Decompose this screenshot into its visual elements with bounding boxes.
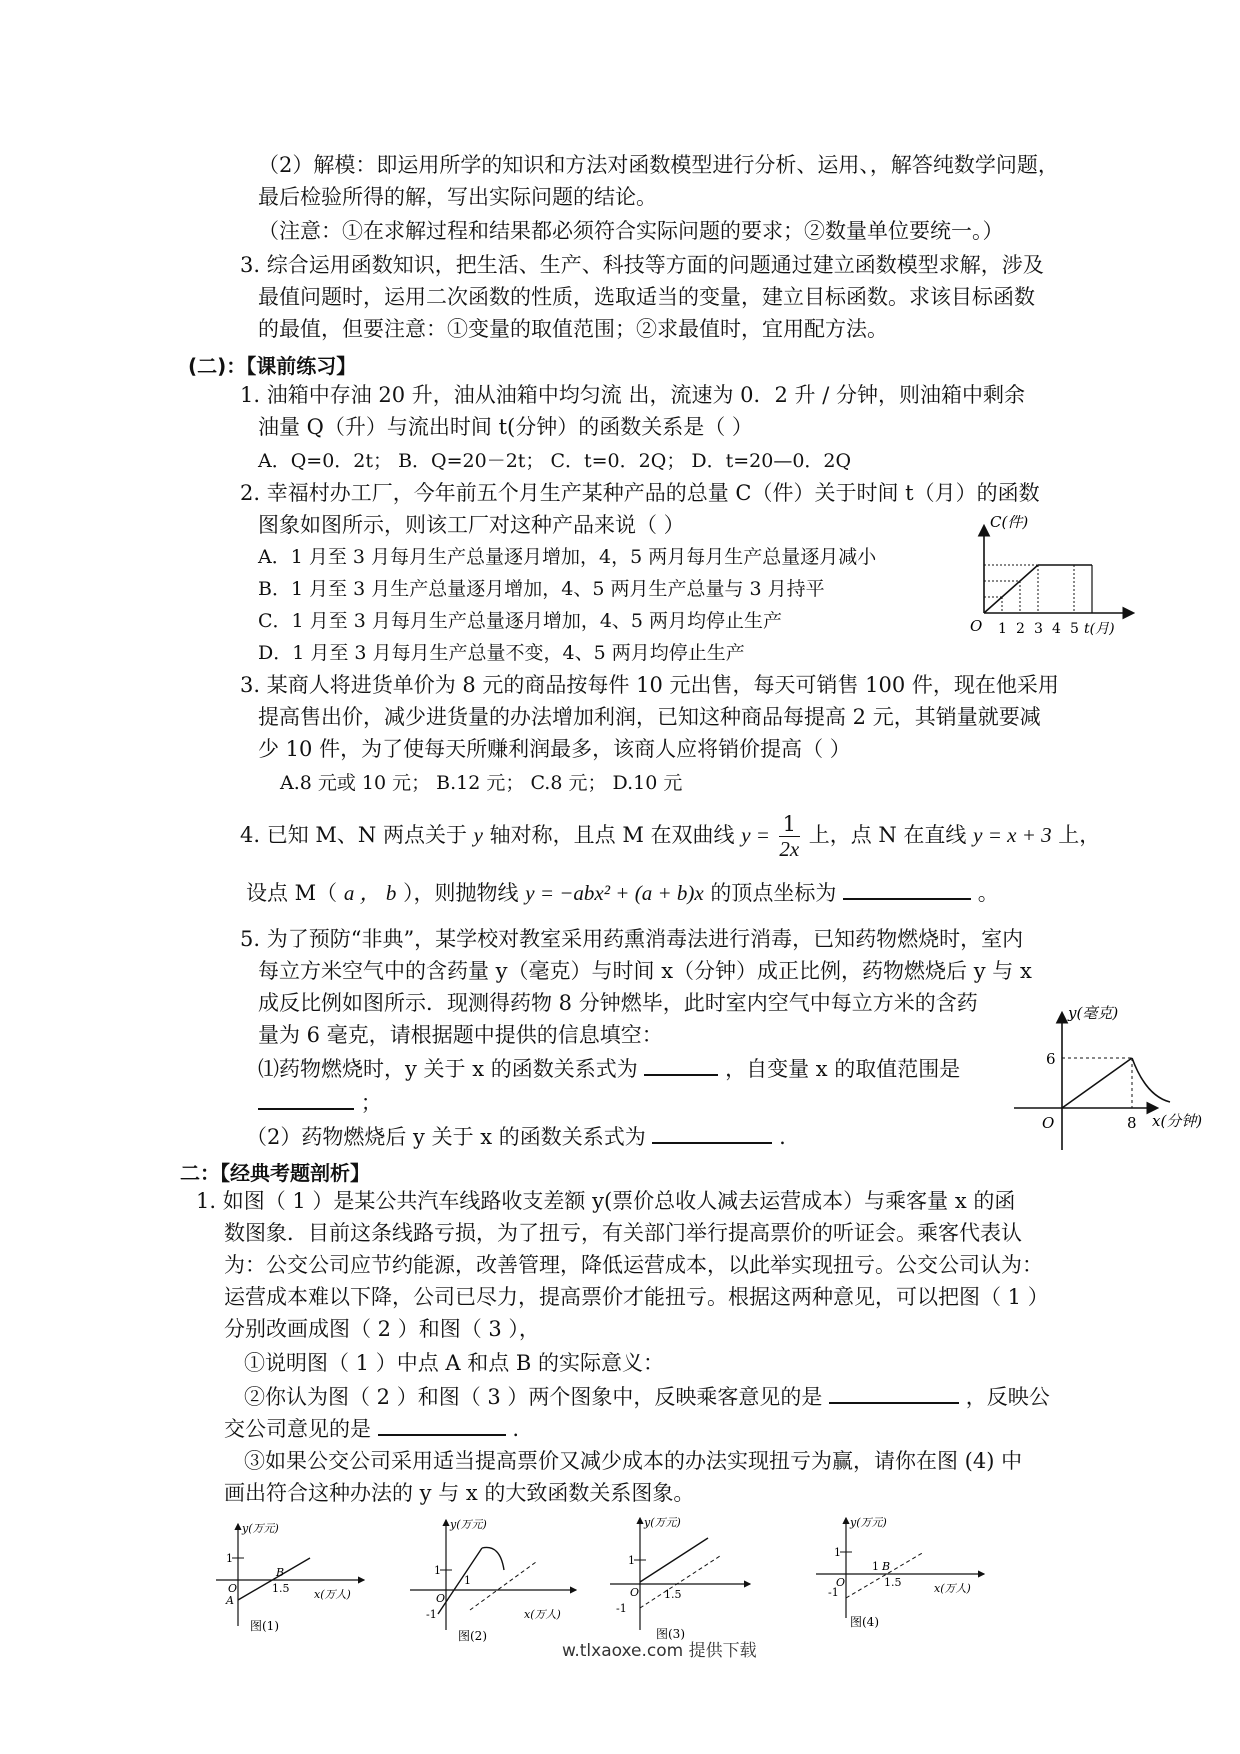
q5-text-7e: . — [779, 1125, 786, 1149]
q5-line1: 5. 为了预防“非典”，某学校对教室采用药熏消毒法进行消毒，已知药物燃烧时，室内 — [240, 927, 1024, 951]
q4-fraction-denominator: 2x — [779, 837, 800, 861]
q4-answer-blank[interactable] — [843, 876, 971, 900]
q1-line2: 油量 Q（升）与流出时间 t(分钟）的函数关系是（ ） — [258, 415, 753, 439]
q4-line1 — [240, 812, 1100, 861]
e1-line7 — [244, 1380, 1050, 1412]
figure-4 — [814, 1512, 992, 1632]
e1-line2: 数图象．目前这条线路亏损，为了扭亏，有关部门举行提高票价的听证会。乘客代表认 — [224, 1221, 1022, 1245]
q3-line3: 少 10 件，为了使每天所赚利润最多，该商人应将销价提高（ ） — [258, 737, 851, 761]
q2-graph-tick: 4 — [1052, 621, 1061, 637]
q5-graph-xunit: x(分钟) — [1152, 1112, 1203, 1130]
q5-graph-ylabel: y(毫克) — [1068, 1004, 1119, 1022]
q5-blank-range[interactable] — [258, 1086, 354, 1110]
q5-text-6: ； — [360, 1091, 382, 1115]
para-modeling-line2: 最后检验所得的解，写出实际问题的结论。 — [258, 185, 657, 209]
fig1-ylabel: y(万元) — [242, 1522, 279, 1535]
q4-text-c: 上，点 N 在直线 — [808, 823, 967, 847]
fig2-ylabel: y(万元) — [450, 1518, 487, 1531]
q2-graph-tick: 2 — [1016, 621, 1025, 637]
fig4-tick-1: 1 — [834, 1546, 841, 1559]
q3-options: A.8 元或 10 元； B.12 元； C.8 元； D.10 元 — [280, 772, 683, 794]
e1-line3: 为：公交公司应节约能源，改善管理，降低运营成本，以此举实现扭亏。公交公司认为： — [224, 1253, 1043, 1277]
fig2-tick-neg1: -1 — [426, 1608, 437, 1621]
q4-text-a: 4. 已知 M、N 两点关于 — [240, 823, 467, 847]
q5-text-5a: ⑴药物燃烧时，y 关于 x 的函数关系式为 — [258, 1057, 638, 1081]
q2-line1: 2. 幸福村办工厂，今年前五个月生产某种产品的总量 C（件）关于时间 t（月）的函数 — [240, 481, 1040, 505]
fig2-origin: O — [436, 1592, 446, 1605]
fig4-xlabel: x(万人) — [934, 1582, 971, 1595]
e1-blank-passenger[interactable] — [829, 1380, 959, 1404]
fig1-tick-1: 1 — [226, 1552, 233, 1565]
e1-text-8b: . — [512, 1417, 520, 1441]
q1-options: A．Q=0．2t； B．Q=20－2t； C．t=0．2Q； D．t=20—0．2Q — [258, 450, 852, 472]
fig4-point-b: B — [882, 1560, 891, 1573]
q4-fraction — [779, 812, 800, 861]
para-3-line3: 的最值，但要注意：①变量的取值范围；②求最值时，宜用配方法。 — [258, 317, 888, 341]
q5-blank-after[interactable] — [652, 1120, 772, 1144]
q5-line5 — [258, 1052, 960, 1084]
q2-option-c: C．1 月至 3 月每月生产总量逐月增加，4、5 两月均停止生产 — [258, 610, 783, 632]
fig2-tick-1x: 1 — [464, 1574, 471, 1587]
e1-line5: 分别改画成图（ 2 ）和图（ 3 ）， — [224, 1317, 540, 1341]
e1-line10: 画出符合这种办法的 y 与 x 的大致函数关系图象。 — [224, 1481, 695, 1505]
q4-text-2b: ），则抛物线 — [403, 881, 519, 905]
q2-option-b: B．1 月至 3 月生产总量逐月增加，4、5 两月生产总量与 3 月持平 — [258, 578, 825, 600]
figure-2 — [408, 1514, 586, 1644]
q3-line1: 3. 某商人将进货单价为 8 元的商品按每件 10 元出售，每天可销售 100 件，现在他采用 — [240, 673, 1059, 697]
fig3-tick-15: 1.5 — [664, 1588, 682, 1601]
fig4-tick-1x: 1 — [872, 1560, 879, 1573]
fig4-caption: 图(4) — [850, 1615, 879, 1629]
fig2-tick-1: 1 — [434, 1564, 441, 1577]
e1-line1: 1. 如图（ 1 ）是某公共汽车线路收支差额 y(票价总收人减去运营成本）与乘客量 x 的函 — [196, 1189, 1016, 1213]
fig3-tick-1: 1 — [628, 1554, 635, 1567]
figure-1 — [214, 1518, 374, 1638]
fig3-origin: O — [630, 1586, 640, 1599]
q2-line2: 图象如图所示，则该工厂对这种产品来说（ ） — [258, 513, 685, 537]
fig1-point-a: A — [226, 1594, 234, 1607]
fig4-ylabel: y(万元) — [850, 1516, 887, 1529]
fig1-tick-15: 1.5 — [272, 1582, 290, 1595]
fig1-xlabel: x(万人) — [314, 1588, 351, 1601]
q4-point-coords: a ， b — [343, 881, 397, 905]
section-heading-practice: (二)：【课前练习】 — [188, 354, 357, 378]
q1-line1: 1. 油箱中存油 20 升，油从油箱中均匀流 出，流速为 0．2 升 / 分钟，则油箱中剩余 — [240, 383, 1025, 407]
q2-graph-xunit: t(月) — [1084, 621, 1115, 637]
fig1-point-b: B — [276, 1566, 285, 1579]
q5-medicine-graph — [1010, 1000, 1232, 1158]
fig3-caption: 图(3) — [656, 1627, 685, 1641]
q2-option-a: A．1 月至 3 月每月生产总量逐月增加，4，5 两月每月生产总量逐月减小 — [258, 546, 877, 568]
e1-text-7a: ②你认为图（ 2 ）和图（ 3 ）两个图象中，反映乘客意见的是 — [244, 1385, 823, 1409]
q2-graph-tick: 3 — [1034, 621, 1043, 637]
q2-graph-tick: 5 — [1070, 621, 1079, 637]
q2-graph-ylabel: C(件) — [990, 515, 1029, 531]
section-heading-classic: 二：【经典考题剖析】 — [180, 1161, 370, 1185]
e1-text-8a: 交公司意见的是 — [224, 1417, 371, 1441]
q4-line2 — [246, 876, 999, 908]
e1-line4: 运营成本难以下降，公司已尽力，提高票价才能扭亏。根据这两种意见，可以把图（ 1 ） — [224, 1285, 1049, 1309]
fig4-origin: O — [836, 1576, 846, 1589]
q5-blank-formula[interactable] — [644, 1052, 718, 1076]
q4-text-2a: 设点 M（ — [246, 881, 338, 905]
fig4-tick-neg1: -1 — [828, 1586, 839, 1599]
q4-formula-line: y = x + 3 — [973, 823, 1052, 847]
q4-formula-hyperbola: y = — [741, 823, 770, 847]
e1-blank-company[interactable] — [378, 1412, 506, 1436]
q4-text-2e: 。 — [977, 881, 999, 905]
q5-line4: 量为 6 毫克，请根据题中提供的信息填空： — [258, 1023, 663, 1047]
fig3-ylabel: y(万元) — [644, 1516, 681, 1529]
e1-line8 — [224, 1412, 519, 1444]
q4-text-b: 轴对称，且点 M 在双曲线 — [489, 823, 735, 847]
q5-graph-origin: O — [1042, 1114, 1055, 1132]
fig2-xlabel: x(万人) — [524, 1608, 561, 1621]
footer-watermark: w.tlxaoxe.com 提供下载 — [562, 1641, 757, 1661]
q5-graph-ytick: 6 — [1046, 1050, 1056, 1068]
fig4-tick-15: 1.5 — [884, 1576, 902, 1589]
fig1-origin: O — [228, 1582, 238, 1595]
para-3-line2: 最值问题时，运用二次函数的性质，选取适当的变量，建立目标函数。求该目标函数 — [258, 285, 1035, 309]
q5-line3: 成反比例如图所示．现测得药物 8 分钟燃毕，此时室内空气中每立方米的含药 — [258, 991, 978, 1015]
q4-var-y: y — [473, 823, 483, 847]
q3-line2: 提高售出价，减少进货量的办法增加利润，已知这种商品每提高 2 元，其销量就要减 — [258, 705, 1041, 729]
fig3-tick-neg1: -1 — [616, 1602, 627, 1615]
para-3-line1: 3. 综合运用函数知识，把生活、生产、科技等方面的问题通过建立函数模型求解，涉及 — [240, 253, 1044, 277]
q5-text-7: （2）药物燃烧后 y 关于 x 的函数关系式为 — [246, 1125, 646, 1149]
e1-line6: ①说明图（ 1 ）中点 A 和点 B 的实际意义： — [244, 1351, 665, 1375]
q5-line7 — [246, 1120, 786, 1152]
para-note: （注意：①在求解过程和结果都必须符合实际问题的要求；②数量单位要统一。） — [258, 219, 1004, 243]
q4-formula-parabola: y = −abx² + (a + b)x — [525, 881, 704, 905]
q5-line2: 每立方米空气中的含药量 y（毫克）与时间 x（分钟）成正比例，药物燃烧后 y 与 x — [258, 959, 1032, 983]
q5-text-5b: ，自变量 x 的取值范围是 — [725, 1057, 961, 1081]
q5-graph-xtick: 8 — [1127, 1114, 1137, 1132]
fig1-caption: 图(1) — [250, 1619, 279, 1633]
e1-text-7b: ，反映公 — [965, 1385, 1050, 1409]
e1-line9: ③如果公交公司采用适当提高票价又减少成本的办法实现扭亏为赢，请你在图 (4) 中 — [244, 1449, 1023, 1473]
q2-graph-origin: O — [970, 617, 983, 635]
q4-text-2c: 的顶点坐标为 — [710, 881, 837, 905]
para-modeling-line1: （2）解模：即运用所学的知识和方法对函数模型进行分析、运用、，解答纯数学问题， — [258, 153, 1059, 177]
q4-fraction-numerator: 1 — [779, 812, 800, 837]
q4-text-d: 上， — [1058, 823, 1101, 847]
figure-3 — [608, 1512, 758, 1644]
fig2-caption: 图(2) — [458, 1629, 487, 1643]
q2-production-graph — [960, 515, 1140, 645]
q2-graph-tick: 1 — [998, 621, 1007, 637]
q5-line6 — [258, 1086, 382, 1118]
q2-option-d: D．1 月至 3 月每月生产总量不变，4、5 两月均停止生产 — [258, 642, 745, 664]
